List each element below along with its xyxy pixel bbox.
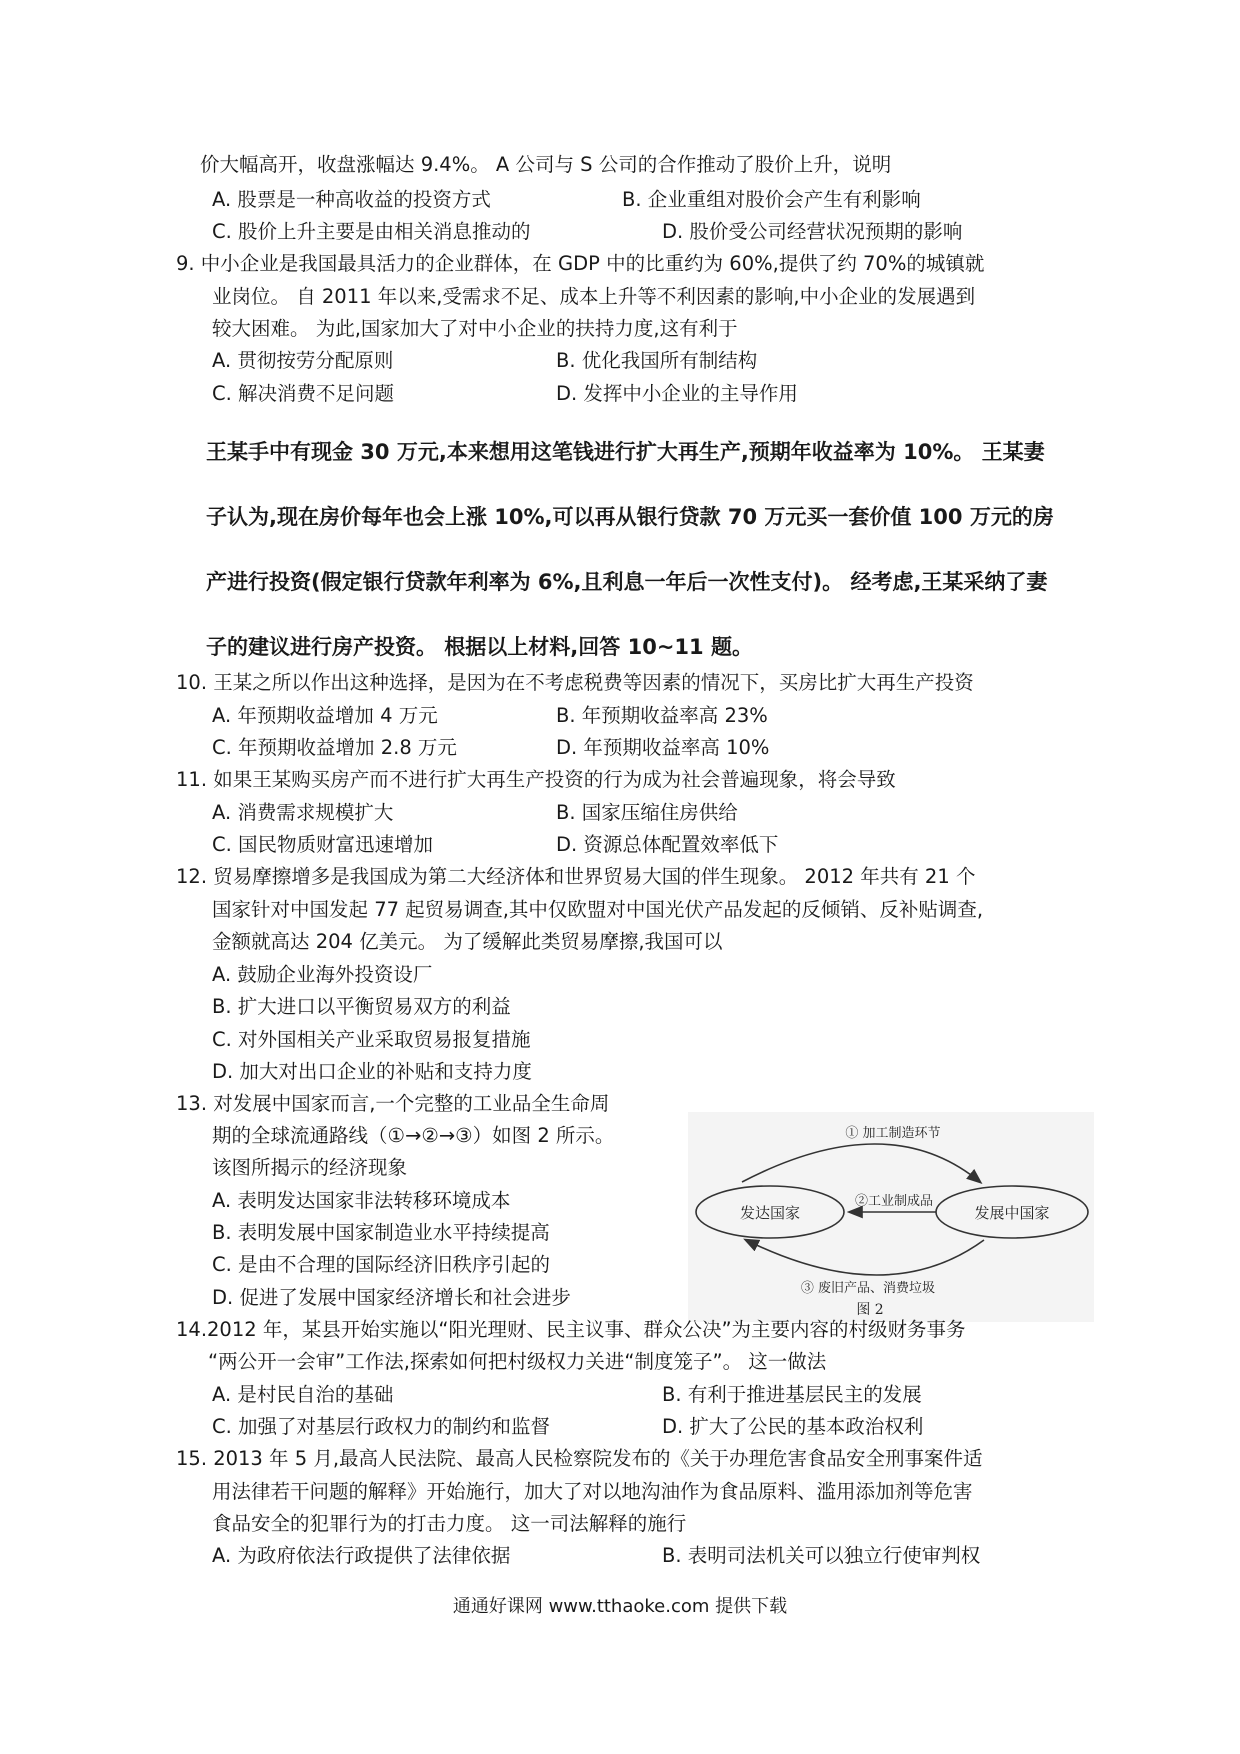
q10-option-b: B. 年预期收益率高 23% [556, 704, 768, 727]
q9-stem-line1: 9. 中小企业是我国最具活力的企业群体，在 GDP 中的比重约为 60%,提供了约 70%的城镇就 [176, 252, 985, 275]
flow-label-1: ① 加工制造环节 [845, 1126, 941, 1141]
q14-stem-line1: 14.2012 年，某县开始实施以“阳光理财、民主议事、群众公决”为主要内容的村级财务事务 [176, 1318, 966, 1341]
q12-stem-line3: 金额就高达 204 亿美元。 为了缓解此类贸易摩擦,我国可以 [212, 930, 723, 953]
q11-stem: 11. 如果王某购买房产而不进行扩大再生产投资的行为成为社会普遍现象，将会导致 [176, 768, 896, 791]
q10-option-a: A. 年预期收益增加 4 万元 [212, 704, 438, 727]
q11-option-d: D. 资源总体配置效率低下 [556, 833, 779, 856]
q9-option-c: C. 解决消费不足问题 [212, 382, 395, 405]
page-footer: 通通好课网 www.tthaoke.com 提供下载 [452, 1596, 788, 1617]
q13-stem-line3: 该图所揭示的经济现象 [212, 1156, 408, 1179]
q8-option-d: D. 股价受公司经营状况预期的影响 [662, 220, 963, 243]
q12-stem-line1: 12. 贸易摩擦增多是我国成为第二大经济体和世界贸易大国的伴生现象。 2012 年共有 21 个 [176, 865, 976, 888]
q13-option-d: D. 促进了发展中国家经济增长和社会进步 [212, 1286, 571, 1309]
q15-option-a: A. 为政府依法行政提供了法律依据 [212, 1544, 511, 1567]
q15-stem-line2: 用法律若干问题的解释》开始施行，加大了对以地沟油作为食品原料、滥用添加剂等危害 [212, 1480, 973, 1503]
q12-option-a: A. 鼓励企业海外投资设厂 [212, 963, 433, 986]
q11-option-a: A. 消费需求规模扩大 [212, 801, 394, 824]
developing-country-label: 发展中国家 [974, 1204, 1050, 1222]
q9-option-b: B. 优化我国所有制结构 [556, 349, 758, 372]
q13-stem-line2: 期的全球流通路线（①→②→③）如图 2 所示。 [212, 1124, 615, 1147]
q12-option-b: B. 扩大进口以平衡贸易双方的利益 [212, 995, 511, 1018]
q14-option-c: C. 加强了对基层行政权力的制约和监督 [212, 1415, 551, 1438]
q12-option-d: D. 加大对出口企业的补贴和支持力度 [212, 1060, 532, 1083]
q10-stem: 10. 王某之所以作出这种选择，是因为在不考虑税费等因素的情况下，买房比扩大再生产投资 [176, 671, 974, 694]
q14-stem-line2: “两公开一会审”工作法,探索如何把村级权力关进“制度笼子”。 这一做法 [208, 1350, 827, 1373]
q10-option-d: D. 年预期收益率高 10% [556, 736, 770, 759]
q14-option-a: A. 是村民自治的基础 [212, 1383, 394, 1406]
q13-option-c: C. 是由不合理的国际经济旧秩序引起的 [212, 1253, 551, 1276]
flow-label-2: ②工业制成品 [854, 1194, 934, 1209]
q11-option-c: C. 国民物质财富迅速增加 [212, 833, 434, 856]
q9-stem-line3: 较大困难。 为此,国家加大了对中小企业的扶持力度,这有利于 [212, 317, 738, 340]
q8-stem-continuation: 价大幅高开，收盘涨幅达 9.4%。 A 公司与 S 公司的合作推动了股价上升，说明 [200, 153, 892, 176]
flow-label-3: ③ 废旧产品、消费垃圾 [800, 1281, 936, 1296]
q8-option-c: C. 股价上升主要是由相关消息推动的 [212, 220, 531, 243]
q10-option-c: C. 年预期收益增加 2.8 万元 [212, 736, 457, 759]
q8-option-b: B. 企业重组对股价会产生有利影响 [622, 188, 921, 211]
material-passage: 王某手中有现金 30 万元,本来想用这笔钱进行扩大再生产,预期年收益率为 10%。 王某妻子认为,现在房价每年也会上涨 10%,可以再从银行贷款 70 万元买一套价值 100 万元的房产进行投资(假定银行贷款年利率为 6%,且利息一年后一次性支付)。 经考虑,王某采纳了妻子的建议进行房产投资。 根据以上材料,回答 10~11 题。 [206, 440, 1054, 659]
q13-option-a: A. 表明发达国家非法转移环境成本 [212, 1189, 511, 1212]
q12-stem-line2: 国家针对中国发起 77 起贸易调查,其中仅欧盟对中国光伏产品发起的反倾销、反补贴调查, [212, 898, 984, 921]
q9-option-d: D. 发挥中小企业的主导作用 [556, 382, 798, 405]
q13-option-b: B. 表明发展中国家制造业水平持续提高 [212, 1221, 550, 1244]
q15-stem-line3: 食品安全的犯罪行为的打击力度。 这一司法解释的施行 [212, 1512, 687, 1535]
q14-option-d: D. 扩大了公民的基本政治权利 [662, 1415, 924, 1438]
q8-option-a: A. 股票是一种高收益的投资方式 [212, 188, 491, 211]
figure-2-diagram [688, 1112, 1094, 1322]
q12-option-c: C. 对外国相关产业采取贸易报复措施 [212, 1028, 531, 1051]
q9-stem-line2: 业岗位。 自 2011 年以来,受需求不足、成本上升等不利因素的影响,中小企业的发展遇到 [212, 285, 976, 308]
q14-option-b: B. 有利于推进基层民主的发展 [662, 1383, 922, 1406]
figure-caption: 图 2 [856, 1302, 884, 1318]
q11-option-b: B. 国家压缩住房供给 [556, 801, 738, 824]
q15-option-b: B. 表明司法机关可以独立行使审判权 [662, 1544, 981, 1567]
developed-country-label: 发达国家 [739, 1204, 801, 1222]
q9-option-a: A. 贯彻按劳分配原则 [212, 349, 394, 372]
q15-stem-line1: 15. 2013 年 5 月,最高人民法院、最高人民检察院发布的《关于办理危害食品安全刑事案件适 [176, 1447, 983, 1470]
q13-stem-line1: 13. 对发展中国家而言,一个完整的工业品全生命周 [176, 1092, 610, 1115]
